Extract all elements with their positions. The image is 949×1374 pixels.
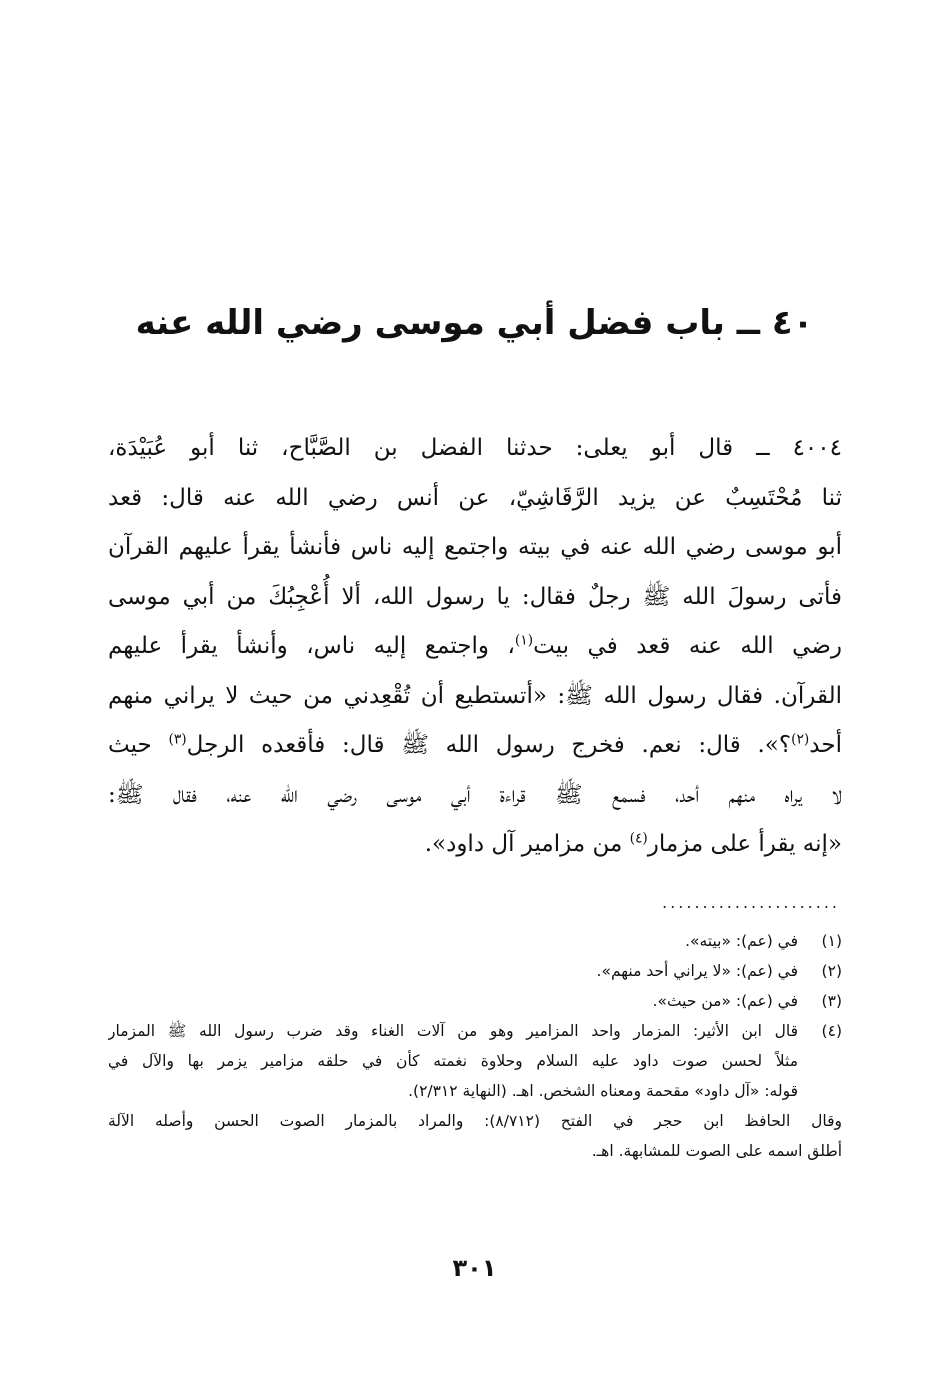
hadith-line: أبو موسى رضي الله عنه في بيته واجتمع إليه ناس فأنشأ يقرأ عليهم القرآن: [108, 534, 842, 560]
hadith-line: «إنه يقرأ على مزمار$^{(٤)}$ من مزامير آل داود».: [424, 830, 842, 857]
hadith-line: فأتى رسولَ الله ﷺ رجلٌ فقال: يا رسول الله، ألا أُعْجِبُكَ من أبي موسى: [108, 583, 842, 610]
footnote: [108, 956, 842, 986]
hadith-line: رضي الله عنه قعد في بيت$^{(١)}$، واجتمع إليه ناس، وأنشأ يقرأ عليهم: [108, 632, 842, 659]
footnote-marker: (١): [514, 632, 534, 649]
footnote-text: في (عم): «من حيث».: [652, 992, 798, 1010]
footnote: [108, 1016, 842, 1106]
hadith-line: القرآن. فقال رسول الله ﷺ: «أتستطيع أن تُقْعِدني من حيث لا يراني منهم: [108, 682, 842, 709]
hadith-line: ٤٠٠٤ ــ قال أبو يعلى: حدثنا الفضل بن الصَّبَّاح، ثنا أبو عُبَيْدَة،: [108, 435, 842, 461]
footnote-marker: (٣): [168, 731, 187, 748]
footnote-text: قال ابن الأثير: المزمار واحد المزامير وهو من آلات الغناء وقد ضرب رسول الله ﷺ المزمار مثلاً لحسن صوت داود عليه السلام وحلاوة نغمته كأن في حلقه مزامير يزمر بها والآل في قوله: «آل داود» مقحمة ومعناه الشخص. اهـ. (النهاية ٢/٣١٢).: [108, 1022, 798, 1100]
footnote-number: (١): [821, 932, 842, 950]
chapter-title: ٤٠ ــ باب فضل أبي موسى رضي الله عنه: [135, 303, 814, 343]
hadith-text: [108, 424, 842, 870]
hadith-line: ثنا مُحْتَسِبٌ عن يزيد الرَّقَاشِيّ، عن أنس رضي الله عنه قال: قعد: [108, 484, 842, 511]
hadith-line: لا يراه منهم أحد، فسمع ﷺ قراءة أبي موسى رضي الله عنه، فقال ﷺ:: [108, 781, 842, 808]
page-number: ٣٠١: [452, 1254, 497, 1282]
footnote-marker: (٢): [791, 731, 810, 748]
footnote-number: (٣): [821, 992, 842, 1010]
footnote-text: في (عم): «بيته».: [685, 932, 798, 950]
footnotes: [108, 926, 842, 1166]
footnote-continuation: وقال الحافظ ابن حجر في الفتح (٨/٧١٢): والمراد بالمزمار الصوت الحسن وأصله الآلة أطلق اسمه على الصوت للمشابهة. اهـ.: [108, 1112, 842, 1160]
footnote-text: في (عم): «لا يراني أحد منهم».: [596, 962, 798, 980]
footnote-marker: (٤): [629, 830, 648, 847]
footnote-number: (٢): [821, 962, 842, 980]
footnote-separator: ......................: [662, 893, 840, 912]
footnote-number: (٤): [821, 1022, 842, 1040]
hadith-line: أحد$^{(٢)}$؟». قال: نعم. فخرج رسول الله ﷺ قال: فأقعده الرجل$^{(٣)}$ حيث: [108, 731, 842, 758]
footnote: [108, 986, 842, 1016]
footnote: [108, 926, 842, 956]
